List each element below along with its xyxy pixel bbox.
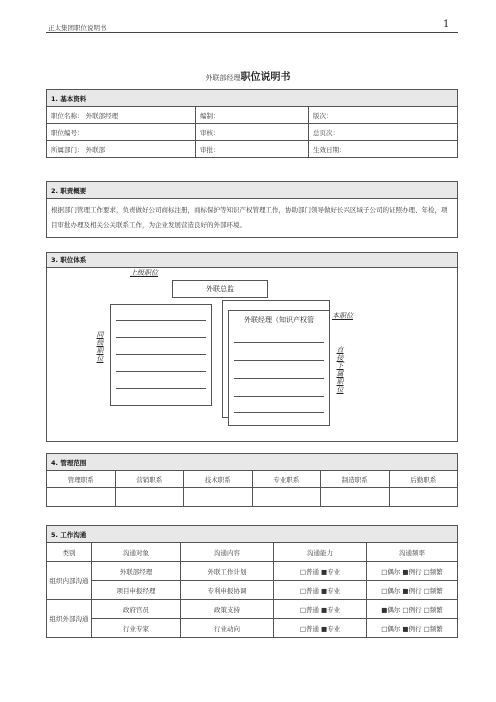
- comm-cell: □普通 ■专业: [274, 562, 367, 581]
- basic-info-cell: 职位名称： 外联部经理: [47, 107, 196, 124]
- peer-position-line: [116, 371, 206, 372]
- basic-info-cell: 职位编号：: [47, 124, 196, 141]
- basic-info-cell: 总页次：: [309, 124, 458, 141]
- scope-column-header: 营销职系: [115, 471, 184, 488]
- comm-cell: □普通 ■专业: [274, 619, 367, 638]
- basic-info-cell: 所属部门： 外联部: [47, 141, 196, 158]
- basic-info-cell: 审批：: [196, 141, 309, 158]
- scope-column-header: 管理职系: [47, 471, 116, 488]
- comm-cell: 外联部经理: [92, 562, 181, 581]
- peer-position-line: [116, 337, 206, 338]
- header-rule: [46, 32, 458, 33]
- section-heading: 3. 职位体系: [47, 253, 457, 268]
- basic-info-cell: 审核：: [196, 124, 309, 141]
- comm-cell: □偶尔 ■例行 □频繁: [367, 619, 458, 638]
- peer-position-line: [116, 388, 206, 389]
- basic-info-table: [46, 89, 458, 158]
- comm-cell: 项目申报经理: [92, 581, 181, 600]
- basic-info-cell: 编制：: [196, 107, 309, 124]
- scope-cell: [47, 488, 116, 507]
- subordinate-line: [234, 360, 324, 361]
- comm-column-header: 沟通对象: [92, 543, 181, 562]
- duty-summary-text: 根据部门管理工作要求，负责做好公司商标注册，商标保护等知识产权管理工作，协助部门领导做好长兴区域子公司的证照办理、年检，项目审批办理及相关公关联系工作，为企业发展营造良好的外部环境。: [47, 199, 458, 238]
- comm-cell: 政策支持: [181, 600, 274, 619]
- comm-cell: 专利申报协调: [181, 581, 274, 600]
- section-heading: 4. 管理范围: [47, 454, 458, 471]
- comm-cell: □偶尔 ■例行 □频繁: [367, 562, 458, 581]
- scope-cell: [321, 488, 390, 507]
- subordinate-line: [234, 342, 324, 343]
- document-title: [0, 68, 496, 83]
- superior-label: 上级职位: [130, 269, 158, 277]
- comm-column-header: 沟通内容: [181, 543, 274, 562]
- scope-cell: [252, 488, 321, 507]
- peer-label: 同 级 职 位: [96, 331, 104, 363]
- scope-cell: [389, 488, 458, 507]
- title-doc: 职位说明书: [240, 72, 291, 83]
- comm-cell: □普通 ■专业: [274, 581, 367, 600]
- comm-cell: ■偶尔 □例行 □频繁: [367, 600, 458, 619]
- scope-column-header: 后勤职系: [389, 471, 458, 488]
- superior-position-box: 外联总监: [172, 280, 268, 298]
- basic-info-cell: 版次：: [309, 107, 458, 124]
- scope-column-header: 制造职系: [321, 471, 390, 488]
- section-heading: 1. 基本资料: [47, 90, 458, 107]
- subordinate-line: [234, 396, 324, 397]
- comm-column-header: 沟通频率: [367, 543, 458, 562]
- comm-category: 组织内部沟通: [47, 562, 92, 600]
- document-header: 正太集团职位说明书: [48, 24, 107, 32]
- comm-column-header: 沟通能力: [274, 543, 367, 562]
- current-position-title: 外联经理（知识产权管: [244, 316, 314, 324]
- comm-cell: 行业动向: [181, 619, 274, 638]
- comm-cell: □普通 ■专业: [274, 600, 367, 619]
- page-number: 1: [443, 19, 450, 30]
- scope-column-header: 专业职系: [252, 471, 321, 488]
- comm-cell: □偶尔 ■例行 □频繁: [367, 581, 458, 600]
- comm-column-header: 类别: [47, 543, 92, 562]
- management-scope-table: [46, 453, 458, 507]
- peer-position-line: [116, 354, 206, 355]
- current-position-label: 本职位: [332, 312, 353, 320]
- subordinate-line: [234, 412, 324, 413]
- scope-cell: [115, 488, 184, 507]
- section-heading: 5. 工作沟通: [47, 526, 458, 543]
- communication-table: [46, 525, 458, 638]
- comm-cell: 政府官员: [92, 600, 181, 619]
- section-heading: 2. 职责概要: [47, 182, 458, 199]
- current-position-box: [228, 310, 330, 426]
- comm-cell: 外联工作计划: [181, 562, 274, 581]
- scope-column-header: 技术职系: [184, 471, 253, 488]
- duty-summary-table: [46, 181, 458, 238]
- comm-cell: 行业专家: [92, 619, 181, 638]
- title-position: 外联部经理: [205, 74, 241, 82]
- subordinate-label: 直 接 下 属 职 位: [336, 346, 344, 394]
- basic-info-cell: 生效日期：: [309, 141, 458, 158]
- peer-position-line: [116, 320, 206, 321]
- subordinate-line: [234, 378, 324, 379]
- scope-cell: [184, 488, 253, 507]
- comm-category: 组织外部沟通: [47, 600, 92, 638]
